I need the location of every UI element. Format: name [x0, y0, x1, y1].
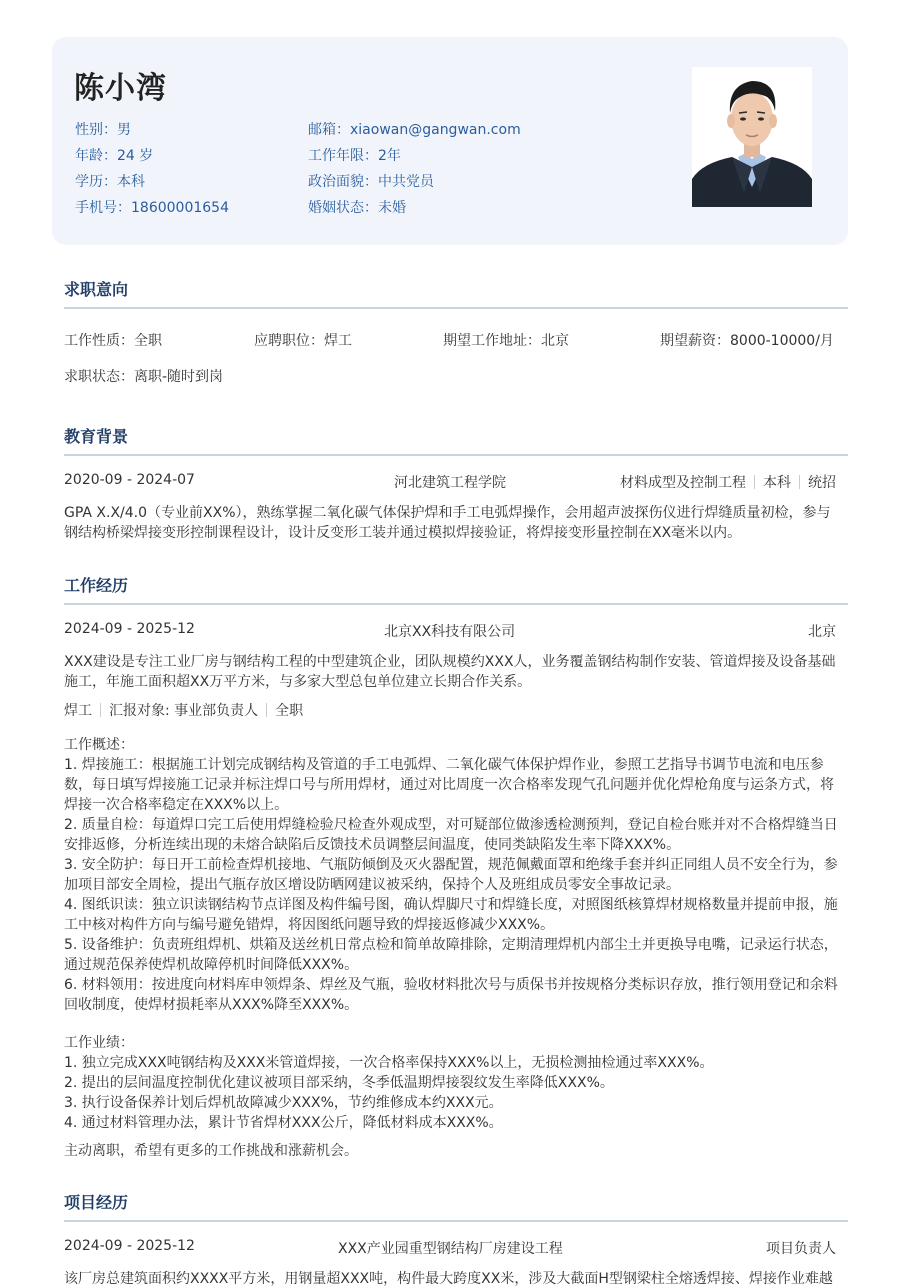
- text-line: 2. 提出的层间温度控制优化建议被项目部采纳，冬季低温期焊接裂纹发生率降低XXX%。: [64, 1075, 614, 1091]
- company-description: [64, 652, 839, 692]
- info-value: xiaowan@gangwan.com: [350, 122, 521, 138]
- major: 材料成型及控制工程: [620, 475, 746, 491]
- phone-row: [75, 197, 229, 223]
- field-value: 8000-10000/月: [730, 333, 834, 349]
- company-name: 北京XX科技有限公司: [384, 624, 516, 640]
- text-line: 回收制度，使焊材损耗率从XXX%降至XXX%。: [64, 997, 359, 1013]
- text-line: 6. 材料领用：按进度向材料库申领焊条、焊丝及气瓶，验收材料批次号与质保书并按规格分类标识存放，推行领用登记和余料: [64, 977, 838, 993]
- field-value: 离职-随时到岗: [134, 369, 224, 385]
- candidate-name: 陈小湾: [74, 71, 167, 106]
- project-role: 项目负责人: [766, 1241, 836, 1257]
- role: 焊工: [64, 703, 92, 719]
- field-label: 应聘职位：: [254, 333, 324, 349]
- text-line: 3. 执行设备保养计划后焊机故障减少XXX%，节约维修成本约XXX元。: [64, 1095, 503, 1111]
- project-description: 该厂房总建筑面积约XXXX平方米，用钢量超XXX吨，构件最大跨度XX米，涉及大截面H型钢梁柱全熔透焊接、焊接作业难越: [64, 1271, 833, 1287]
- section-divider: [64, 1220, 848, 1222]
- info-value: 本科: [117, 174, 145, 190]
- info-value: 男: [117, 122, 131, 138]
- section-title-education: 教育背景: [64, 427, 129, 446]
- info-value: 2年: [378, 148, 401, 164]
- section-divider: [64, 454, 848, 456]
- text-line: XXX建设是专注工业厂房与钢结构工程的中型建筑企业，团队规模约XXX人，业务覆盖钢结构制作安装、管道焊接及设备基础: [64, 654, 836, 670]
- field-value: 焊工: [324, 333, 352, 349]
- basic-info-right: [308, 119, 521, 223]
- section-title-work: 工作经历: [64, 576, 129, 595]
- separator: [266, 703, 267, 717]
- text-line: 通过规范保养使焊机故障停机时间降低XXX%。: [64, 957, 359, 973]
- job-nature: [64, 330, 162, 350]
- project-period: 2024-09 - 2025-12: [64, 1238, 195, 1254]
- field-value: 全职: [134, 333, 162, 349]
- work-tags: [64, 700, 303, 720]
- section-divider: [64, 603, 848, 605]
- text-line: 安排返修，分析连续出现的未熔合缺陷后反馈技术员调整层间温度，使同类缺陷发生率下降XXX%。: [64, 837, 681, 853]
- info-label: 工作年限：: [308, 148, 378, 164]
- section-title-project: 项目经历: [64, 1193, 129, 1212]
- education-row: [75, 171, 229, 197]
- text-line: GPA X.X/4.0（专业前XX%），熟练掌握二氧化碳气体保护焊和手工电弧焊操作，会用超声波探伤仪进行焊缝质量初检，参与: [64, 505, 831, 521]
- report-to: 汇报对象: 事业部负责人: [109, 703, 259, 719]
- work-city: 北京: [808, 624, 836, 640]
- info-label: 手机号：: [75, 200, 131, 216]
- text-line: 3. 安全防护：每日开工前检查焊机接地、气瓶防倾倒及灭火器配置，规范佩戴面罩和绝缘手套并纠正同组人员不安全行为，参: [64, 857, 838, 873]
- field-label: 求职状态：: [64, 369, 134, 385]
- info-value: 中共党员: [378, 174, 434, 190]
- email-row: [308, 119, 521, 145]
- profile-card: [52, 37, 848, 245]
- enrollment-type: 统招: [808, 475, 836, 491]
- text-line: 施工，年施工面积超XX万平方米，与多家大型总包单位建立长期合作关系。: [64, 674, 532, 690]
- job-status: [64, 366, 223, 386]
- education-period: 2020-09 - 2024-07: [64, 472, 195, 488]
- separator: [754, 475, 755, 489]
- separator: [100, 703, 101, 717]
- leave-reason: 主动离职，希望有更多的工作挑战和涨薪机会。: [64, 1143, 358, 1159]
- text-line: 工作概述：: [64, 737, 134, 753]
- info-label: 政治面貌：: [308, 174, 378, 190]
- field-label: 期望薪资：: [660, 333, 730, 349]
- project-name: XXX产业园重型钢结构厂房建设工程: [338, 1241, 563, 1257]
- info-label: 性别：: [75, 122, 117, 138]
- info-label: 年龄：: [75, 148, 117, 164]
- degree: 本科: [763, 475, 791, 491]
- gender-row: [75, 119, 229, 145]
- job-type: 全职: [275, 703, 304, 719]
- text-line: 2. 质量自检：每道焊口完工后使用焊缝检验尺检查外观成型，对可疑部位做渗透检测预判，登记自检台账并对不合格焊缝当日: [64, 817, 838, 833]
- text-line: 钢结构桥梁焊接变形控制课程设计，设计反变形工装并通过模拟焊接验证，将焊接变形量控制在XX毫米以内。: [64, 525, 742, 541]
- info-value: 未婚: [378, 200, 406, 216]
- marital-status-row: [308, 197, 521, 223]
- text-line: 加项目部安全周检，提出气瓶存放区增设防晒网建议被采纳，保持个人及班组成员零安全事故记录。: [64, 877, 680, 893]
- text-line: 数，每日填写焊接施工记录并标注焊口号与所用焊材，通过对比周度一次合格率发现气孔问题并优化焊枪角度与运条方式，将: [64, 777, 834, 793]
- text-line: 4. 通过材料管理办法，累计节省焊材XXX公斤，降低材料成本XXX%。: [64, 1115, 503, 1131]
- info-value: 18600001654: [131, 200, 229, 216]
- info-label: 学历：: [75, 174, 117, 190]
- field-value: 北京: [541, 333, 569, 349]
- info-value: 24 岁: [117, 148, 154, 164]
- text-line: 工作业绩：: [64, 1035, 134, 1051]
- text-line: 1. 独立完成XXX吨钢结构及XXX米管道焊接，一次合格率保持XXX%以上，无损检测抽检通过率XXX%。: [64, 1055, 714, 1071]
- text-line: 5. 设备维护：负责班组焊机、烘箱及送丝机日常点检和简单故障排除，定期清理焊机内部尘土并更换导电嘴，记录运行状态，: [64, 937, 838, 953]
- section-title-intention: 求职意向: [64, 280, 129, 299]
- job-location: [443, 330, 569, 350]
- field-label: 期望工作地址：: [443, 333, 541, 349]
- political-status-row: [308, 171, 521, 197]
- separator: [799, 475, 800, 489]
- section-divider: [64, 307, 848, 309]
- experience-years-row: [308, 145, 521, 171]
- text-line: 焊接一次合格率稳定在XXX%以上。: [64, 797, 289, 813]
- text-line: 4. 图纸识读：独立识读钢结构节点详图及构件编号图，确认焊脚尺寸和焊缝长度，对照图纸核算焊材规格数量并提前申报，施: [64, 897, 838, 913]
- education-description: [64, 503, 839, 543]
- field-label: 工作性质：: [64, 333, 134, 349]
- info-label: 邮箱：: [308, 122, 350, 138]
- basic-info-left: [75, 119, 229, 223]
- job-salary: [660, 330, 834, 350]
- education-details: [620, 472, 836, 492]
- text-line: 1. 焊接施工：根据施工计划完成钢结构及管道的手工电弧焊、二氧化碳气体保护焊作业，参照工艺指导书调节电流和电压参: [64, 757, 824, 773]
- text-line: 工中核对构件方向与编号避免错焊，将因图纸问题导致的焊接返修减少XXX%。: [64, 917, 555, 933]
- school-name: 河北建筑工程学院: [394, 475, 506, 491]
- work-period: 2024-09 - 2025-12: [64, 621, 195, 637]
- job-position: [254, 330, 352, 350]
- work-overview: [64, 735, 839, 1015]
- work-achievements: [64, 1033, 839, 1133]
- info-label: 婚姻状态：: [308, 200, 378, 216]
- profile-photo: [692, 67, 812, 207]
- age-row: [75, 145, 229, 171]
- portrait-image: [692, 67, 812, 207]
